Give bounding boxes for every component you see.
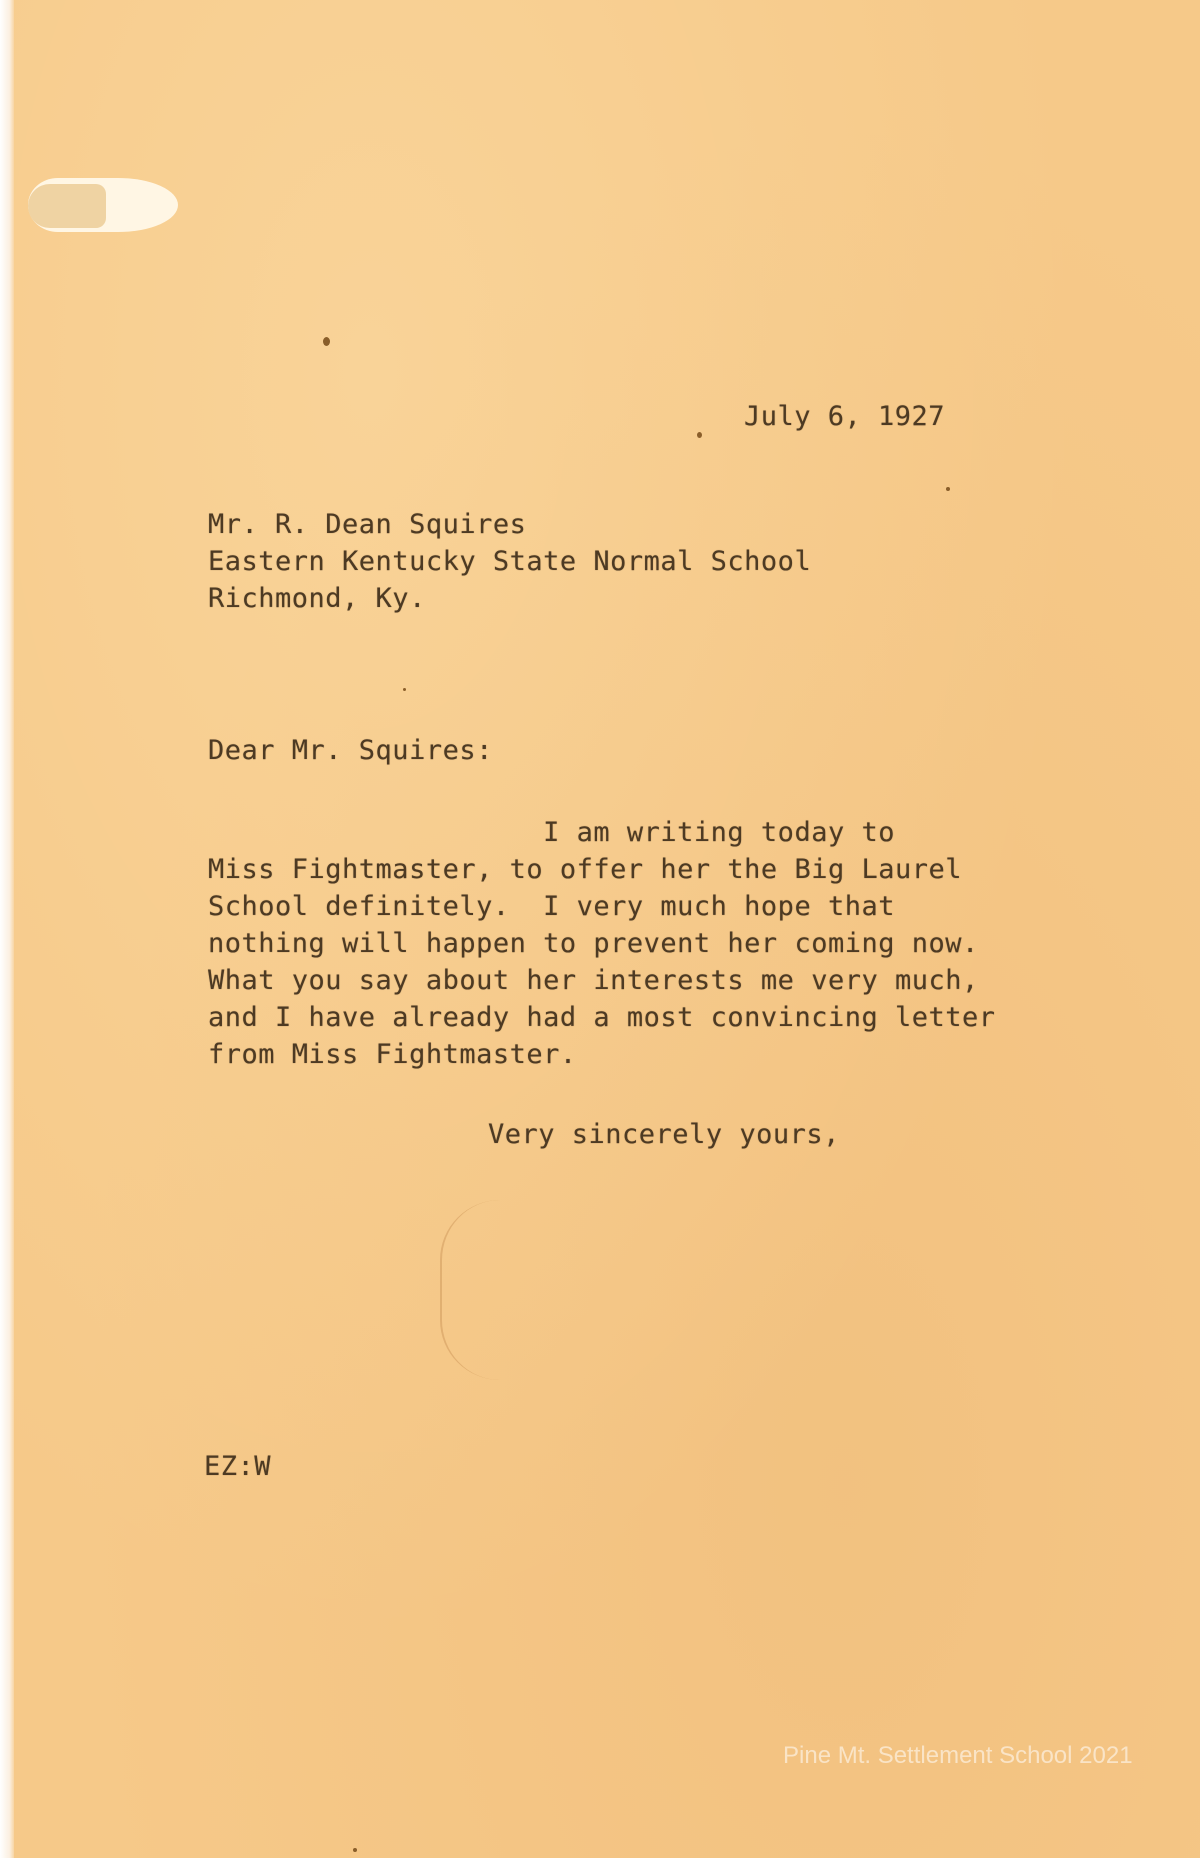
watermark: Pine Mt. Settlement School 2021 <box>783 1742 1133 1769</box>
paper-speck <box>403 688 406 691</box>
paper-speck <box>353 1848 357 1852</box>
salutation: Dear Mr. Squires: <box>208 735 493 766</box>
body-line: nothing will happen to prevent her coming now. <box>208 928 979 959</box>
address-line: Mr. R. Dean Squires <box>208 509 527 540</box>
address-line: Eastern Kentucky State Normal School <box>208 546 812 577</box>
body-line: from Miss Fightmaster. <box>208 1039 577 1070</box>
paper-speck <box>946 487 950 491</box>
paper-speck <box>323 337 330 346</box>
paper-speck <box>697 432 702 438</box>
letter-date: July 6, 1927 <box>744 401 946 432</box>
recipient-address <box>208 506 811 617</box>
body-line: I am writing today to <box>208 817 895 848</box>
typist-initials: EZ:W <box>204 1451 272 1482</box>
body-line: What you say about her interests me very much, <box>208 965 979 996</box>
letter-body <box>208 814 996 1073</box>
pencil-mark <box>440 1200 502 1380</box>
closing: Very sincerely yours, <box>488 1119 840 1150</box>
body-line: Miss Fightmaster, to offer her the Big Laurel <box>208 854 962 885</box>
body-line: School definitely. I very much hope that <box>208 891 895 922</box>
body-line: and I have already had a most convincing letter <box>208 1002 996 1033</box>
address-line: Richmond, Ky. <box>208 583 426 614</box>
paper-tab-shadow <box>28 184 106 228</box>
